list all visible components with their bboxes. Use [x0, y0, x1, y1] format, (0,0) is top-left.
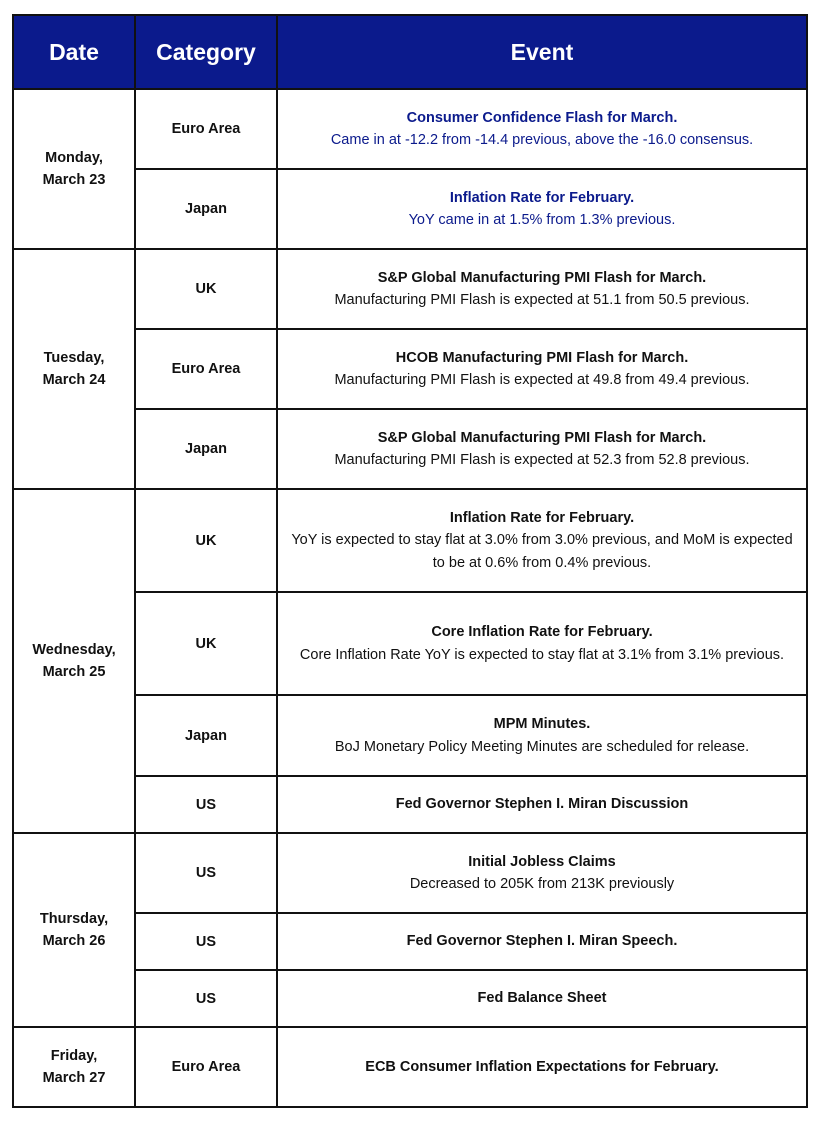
category-cell: UK: [135, 592, 277, 695]
day-label: Friday,: [50, 1048, 98, 1064]
date-label: March 25: [42, 664, 106, 680]
table-row: [13, 249, 807, 329]
event-title: Fed Balance Sheet: [477, 990, 607, 1007]
event-cell: [277, 913, 807, 970]
category-cell: Japan: [135, 169, 277, 249]
event-cell: [277, 970, 807, 1027]
event-title: Consumer Confidence Flash for March.: [406, 109, 678, 126]
category-cell: US: [135, 913, 277, 970]
date-label: March 26: [42, 933, 106, 949]
day-label: Monday,: [45, 150, 103, 166]
table-row: [13, 833, 807, 913]
event-title: HCOB Manufacturing PMI Flash for March.: [395, 349, 689, 366]
event-cell: [277, 169, 807, 249]
category-cell: Japan: [135, 409, 277, 489]
header-date: Date: [13, 15, 135, 89]
event-title: Initial Jobless Claims: [468, 853, 616, 870]
event-title: Inflation Rate for February.: [449, 509, 635, 526]
event-title: Fed Governor Stephen I. Miran Speech.: [406, 933, 678, 950]
event-description: YoY came in at 1.5% from 1.3% previous.: [408, 212, 676, 228]
date-cell-wednesday: [13, 489, 135, 833]
table-header-row: [13, 15, 807, 89]
category-cell: Euro Area: [135, 1027, 277, 1107]
category-cell: UK: [135, 489, 277, 592]
event-cell: [277, 409, 807, 489]
event-cell: [277, 1027, 807, 1107]
category-cell: US: [135, 833, 277, 913]
event-cell: [277, 776, 807, 833]
event-description: Manufacturing PMI Flash is expected at 51.1 from 50.5 previous.: [334, 292, 750, 308]
event-description: Core Inflation Rate YoY is expected to stay flat at 3.1% from 3.1% previous.: [299, 646, 785, 663]
day-label: Tuesday,: [43, 350, 105, 366]
date-cell-friday: [13, 1027, 135, 1107]
table-row: [13, 489, 807, 592]
event-title: MPM Minutes.: [493, 716, 591, 732]
date-label: March 27: [42, 1070, 106, 1086]
event-cell: [277, 489, 807, 592]
date-label: March 23: [42, 172, 106, 188]
event-title: Fed Governor Stephen I. Miran Discussion: [395, 796, 689, 813]
event-title: S&P Global Manufacturing PMI Flash for March.: [377, 429, 707, 446]
event-description: BoJ Monetary Policy Meeting Minutes are scheduled for release.: [334, 738, 750, 755]
event-description: Decreased to 205K from 213K previously: [409, 876, 675, 892]
day-label: Wednesday,: [32, 642, 116, 658]
event-description: Came in at -12.2 from -14.4 previous, above the -16.0 consensus.: [330, 132, 754, 148]
date-cell-thursday: [13, 833, 135, 1027]
event-cell: [277, 695, 807, 776]
category-cell: Japan: [135, 695, 277, 776]
category-cell: US: [135, 776, 277, 833]
header-category: Category: [135, 15, 277, 89]
category-cell: US: [135, 970, 277, 1027]
event-cell: [277, 833, 807, 913]
event-cell: [277, 592, 807, 695]
event-cell: [277, 329, 807, 409]
date-label: March 24: [42, 372, 106, 388]
table-row: [13, 89, 807, 169]
event-cell: [277, 249, 807, 329]
economic-calendar-table: [12, 14, 808, 1108]
day-label: Thursday,: [39, 911, 109, 927]
event-description: Manufacturing PMI Flash is expected at 49.8 from 49.4 previous.: [334, 372, 750, 388]
header-event: Event: [277, 15, 807, 89]
event-cell: [277, 89, 807, 169]
event-title: S&P Global Manufacturing PMI Flash for March.: [377, 269, 707, 286]
event-description: Manufacturing PMI Flash is expected at 52.3 from 52.8 previous.: [334, 452, 750, 468]
event-title: Core Inflation Rate for February.: [431, 624, 653, 640]
category-cell: Euro Area: [135, 89, 277, 169]
event-title: ECB Consumer Inflation Expectations for February.: [365, 1058, 719, 1075]
date-cell-tuesday: [13, 249, 135, 489]
category-cell: UK: [135, 249, 277, 329]
category-cell: Euro Area: [135, 329, 277, 409]
date-cell-monday: [13, 89, 135, 249]
event-title: Inflation Rate for February.: [449, 189, 635, 206]
table-row: [13, 1027, 807, 1107]
event-description: YoY is expected to stay flat at 3.0% from 3.0% previous, and MoM is expected to be at 0.6% from 0.4% previous.: [291, 532, 793, 571]
